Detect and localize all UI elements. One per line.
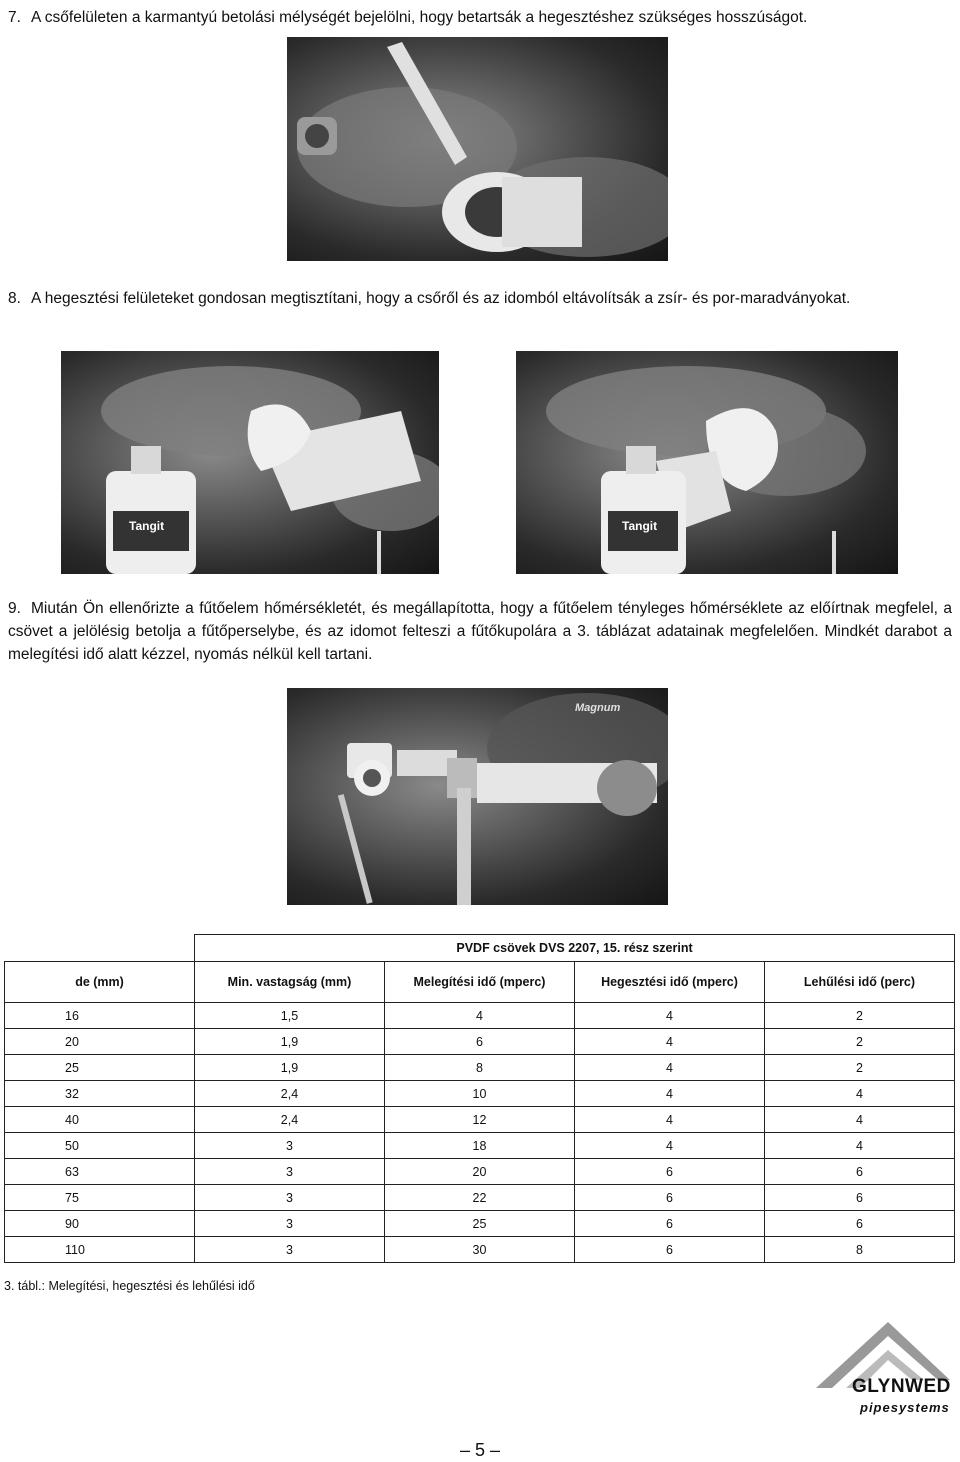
table-cell: 1,5 xyxy=(195,1003,385,1029)
step-text: A csőfelületen a karmantyú betolási mélységét bejelölni, hogy betartsák a hegesztéshez szükséges hosszúságot. xyxy=(31,9,808,26)
table-cell: 2 xyxy=(765,1029,955,1055)
table-cell: 90 xyxy=(5,1211,195,1237)
table-cell: 10 xyxy=(385,1081,575,1107)
table-cell: 20 xyxy=(5,1029,195,1055)
table-cell: 63 xyxy=(5,1159,195,1185)
table-row xyxy=(5,1237,955,1263)
table-cell: 22 xyxy=(385,1185,575,1211)
table-cell: 2 xyxy=(765,1055,955,1081)
table-row xyxy=(5,1159,955,1185)
table-cell: 4 xyxy=(575,1029,765,1055)
table-cell: 4 xyxy=(765,1133,955,1159)
photo-cleaning-fitting xyxy=(516,351,898,574)
step-text: Miután Ön ellenőrizte a fűtőelem hőmérsékletét, és megállapította, hogy a fűtőelem tényleges hőmérséklete az előírtnak megfelel, a csövet a jelölésig betolja a fűtőperselybe, és az idomot felteszi a fűtőkupolára a 3. táblázat adatainak megfelelően. Mindkét darabot a melegítési idő alatt kézzel, nyomás nélkül kell tartani. xyxy=(8,600,952,663)
table-cell: 40 xyxy=(5,1107,195,1133)
table-caption: 3. tábl.: Melegítési, hegesztési és lehűlési idő xyxy=(4,1279,255,1293)
table-cell: 4 xyxy=(765,1107,955,1133)
table-cell: 3 xyxy=(195,1211,385,1237)
table-cell: 4 xyxy=(575,1055,765,1081)
table-cell: 25 xyxy=(5,1055,195,1081)
col-header-min-thickness: Min. vastagság (mm) xyxy=(195,962,385,1003)
table-cell: 4 xyxy=(575,1003,765,1029)
col-header-heating-time: Melegítési idő (mperc) xyxy=(385,962,575,1003)
table-cell: 1,9 xyxy=(195,1029,385,1055)
table-cell: 3 xyxy=(195,1237,385,1263)
bottle-label: Tangit xyxy=(622,519,658,533)
logo-subtitle: pipesystems xyxy=(860,1400,950,1415)
table-blank-cell xyxy=(5,935,195,962)
table-cell: 3 xyxy=(195,1159,385,1185)
table-cell: 4 xyxy=(765,1081,955,1107)
table-cell: 8 xyxy=(385,1055,575,1081)
table-row xyxy=(5,1029,955,1055)
table-cell: 6 xyxy=(765,1185,955,1211)
step-number: 7. xyxy=(8,9,21,26)
welding-times-table xyxy=(4,934,954,1262)
table-cell: 4 xyxy=(575,1107,765,1133)
table-group-header: PVDF csövek DVS 2207, 15. rész szerint xyxy=(195,935,955,962)
table-cell: 30 xyxy=(385,1237,575,1263)
table-row xyxy=(5,1003,955,1029)
table-cell: 6 xyxy=(765,1159,955,1185)
table-cell: 8 xyxy=(765,1237,955,1263)
step-7 xyxy=(8,6,952,29)
table-row xyxy=(5,1211,955,1237)
step-number: 9. xyxy=(8,600,21,617)
col-header-cooling-time: Lehűlési idő (perc) xyxy=(765,962,955,1003)
photo-marking-pipe xyxy=(287,37,668,261)
table-cell: 6 xyxy=(575,1237,765,1263)
photo-heating xyxy=(287,688,668,905)
table-cell: 6 xyxy=(765,1211,955,1237)
table-cell: 4 xyxy=(575,1133,765,1159)
table-row xyxy=(5,1055,955,1081)
table-cell: 18 xyxy=(385,1133,575,1159)
table-cell: 6 xyxy=(575,1185,765,1211)
col-header-de: de (mm) xyxy=(5,962,195,1003)
sleeve-text: Magnum xyxy=(575,702,621,714)
table-row xyxy=(5,1133,955,1159)
bottle-label: Tangit xyxy=(129,519,165,533)
table-cell: 3 xyxy=(195,1185,385,1211)
table-row xyxy=(5,1081,955,1107)
page-number: – 5 – xyxy=(459,1440,501,1460)
logo-brand: GLYNWED xyxy=(852,1376,951,1397)
table-cell: 3 xyxy=(195,1133,385,1159)
table-cell: 4 xyxy=(385,1003,575,1029)
step-9 xyxy=(8,597,952,666)
table-cell: 2 xyxy=(765,1003,955,1029)
step-text: A hegesztési felületeket gondosan megtisztítani, hogy a csőről és az idomból eltávolítsák a zsír- és por-maradványokat. xyxy=(31,290,851,307)
col-header-welding-time: Hegesztési idő (mperc) xyxy=(575,962,765,1003)
table-cell: 16 xyxy=(5,1003,195,1029)
table-cell: 6 xyxy=(575,1211,765,1237)
table-cell: 1,9 xyxy=(195,1055,385,1081)
table-row xyxy=(5,1107,955,1133)
step-number: 8. xyxy=(8,290,21,307)
table-cell: 2,4 xyxy=(195,1107,385,1133)
table-cell: 12 xyxy=(385,1107,575,1133)
table-cell: 50 xyxy=(5,1133,195,1159)
table-body xyxy=(5,1003,955,1263)
table-cell: 6 xyxy=(575,1159,765,1185)
table-cell: 25 xyxy=(385,1211,575,1237)
photo-cleaning-pipe xyxy=(61,351,439,574)
table-cell: 110 xyxy=(5,1237,195,1263)
table-cell: 6 xyxy=(385,1029,575,1055)
glynwed-logo xyxy=(812,1318,954,1424)
table-cell: 32 xyxy=(5,1081,195,1107)
table-cell: 2,4 xyxy=(195,1081,385,1107)
table-cell: 75 xyxy=(5,1185,195,1211)
table-cell: 4 xyxy=(575,1081,765,1107)
step-8 xyxy=(8,287,952,310)
table-cell: 20 xyxy=(385,1159,575,1185)
table-row xyxy=(5,1185,955,1211)
